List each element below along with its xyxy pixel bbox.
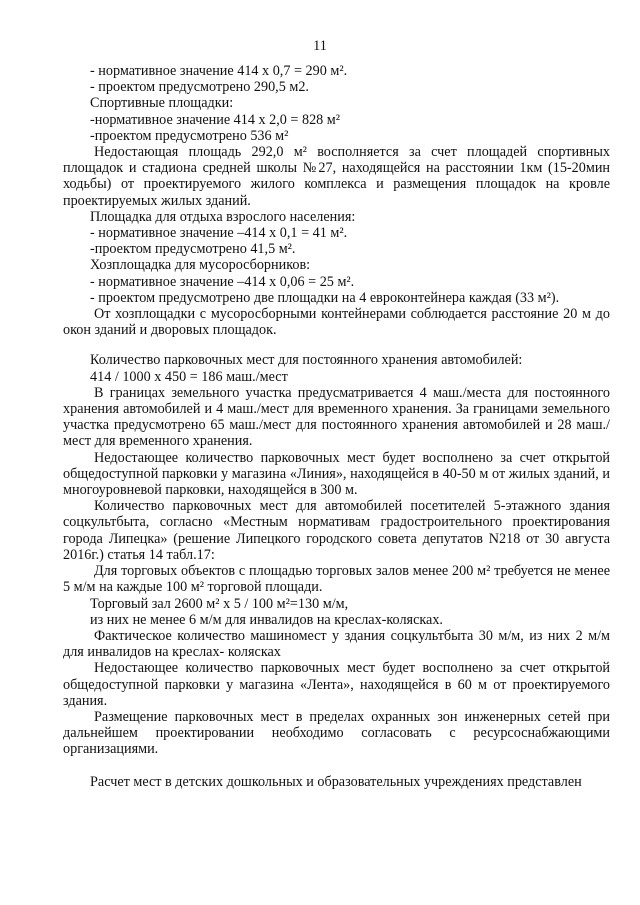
paragraph-p23: Недостающее количество парковочных мест будет восполнено за счет открытой общедоступной парковки у магазина «Лента», находящейся в 60 м от проектируемого здания. <box>63 660 610 709</box>
paragraph-p6: Недостающая площадь 292,0 м² восполняется за счет площадей спортивных площадок и стадиона средней школы №27, находящейся на расстоянии 1км (15-20мин ходьбы) от проектируемого жилого комплекса и размещения площадок на кровле проектируемых жилых зданий. <box>63 144 610 209</box>
paragraph-spacer <box>90 758 610 774</box>
paragraph-p4: -нормативное значение 414 х 2,0 = 828 м² <box>90 111 341 128</box>
paragraph-p15: 414 / 1000 х 450 = 186 маш./мест <box>90 368 288 385</box>
paragraph-p7: Площадка для отдыха взрослого населения: <box>90 208 356 225</box>
paragraph-p25: Расчет мест в детских дошкольных и образовательных учреждениях представлен <box>90 773 582 790</box>
paragraph-p10: Хозплощадка для мусоросборников: <box>90 257 311 274</box>
paragraph-p20: Торговый зал 2600 м² х 5 / 100 м²=130 м/м, <box>90 595 349 612</box>
page-number: 11 <box>313 38 327 54</box>
paragraph-p17: Недостающее количество парковочных мест будет восполнено за счет открытой общедоступной парковки у магазина «Линия», находящейся в 40-50 м от жилых зданий, и многоуровневой парковки, находящейся в 300 м. <box>63 449 610 499</box>
paragraph-p21: из них не менее 6 м/м для инвалидов на креслах-колясках. <box>90 611 443 628</box>
paragraph-p11: - нормативное значение –414 х 0,06 = 25 м². <box>90 273 355 290</box>
paragraph-p8: - нормативное значение –414 х 0,1 = 41 м². <box>90 225 348 242</box>
paragraph-p1: - нормативное значение 414 х 0,7 = 290 м². <box>90 63 348 79</box>
paragraph-p13: От хозплощадки с мусоросборными контейнерами соблюдается расстояние 20 м до окон зданий и дворовых площадок. <box>63 306 610 339</box>
paragraph-p22: Фактическое количество машиномест у здания соцкультбыта 30 м/м, из них 2 м/м для инвалидов на креслах- колясках <box>63 627 610 661</box>
paragraph-p14: Количество парковочных мест для постоянного хранения автомобилей: <box>90 352 523 369</box>
paragraph-p16: В границах земельного участка предусматривается 4 маш./места для постоянного хранения автомобилей и 4 маш./мест для временного хранения. За границами земельного участка предусмотрено 65 маш./мест для постоянного хранения автомобилей и 28 маш./мест для временного хранения. <box>63 384 610 450</box>
paragraph-p2: - проектом предусмотрено 290,5 м2. <box>90 79 309 96</box>
paragraph-p19: Для торговых объектов с площадью торговых залов менее 200 м² требуется не менее 5 м/м на каждые 100 м² торговой площади. <box>63 563 610 596</box>
paragraph-p12: - проектом предусмотрено две площадки на 4 евроконтейнера каждая (33 м²). <box>90 289 560 306</box>
paragraph-p9: -проектом предусмотрено 41,5 м². <box>90 241 296 258</box>
paragraph-spacer <box>90 338 610 352</box>
document-body <box>63 63 610 790</box>
paragraph-p24: Размещение парковочных мест в пределах охранных зон инженерных сетей при дальнейшем проектировании необходимо согласовать с ресурсоснабжающими организациями. <box>63 708 610 758</box>
paragraph-p18: Количество парковочных мест для автомобилей посетителей 5-этажного здания соцкультбыта, согласно «Местным нормативам градостроительного проектирования города Липецка» (решение Липецкого городского совета депутатов N218 от 30 августа 2016г.) статья 14 табл.17: <box>63 498 610 563</box>
paragraph-p5: -проектом предусмотрено 536 м² <box>90 127 289 144</box>
paragraph-p3: Спортивные площадки: <box>90 95 234 112</box>
